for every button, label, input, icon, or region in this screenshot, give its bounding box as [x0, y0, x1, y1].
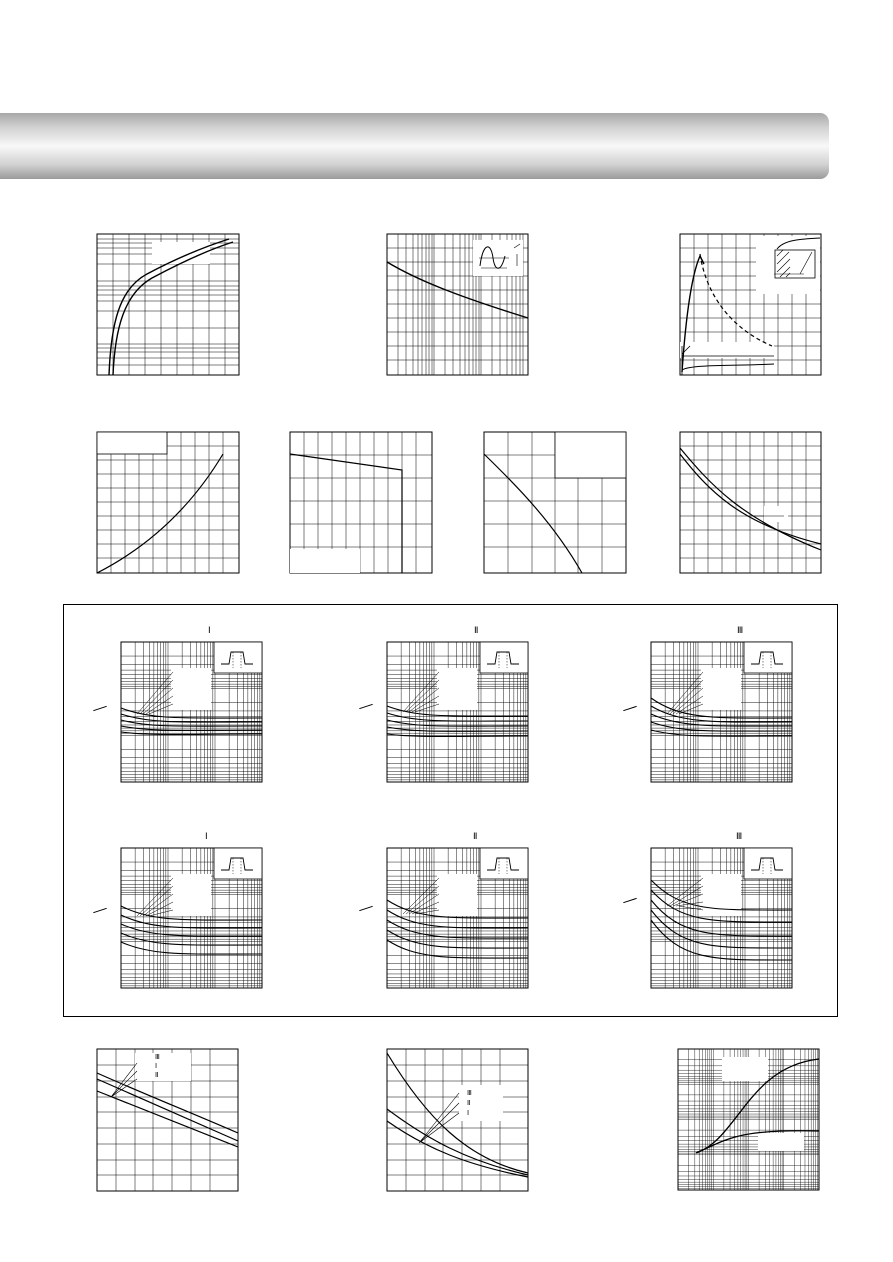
graph-12: [387, 848, 528, 988]
graph-16: [678, 1049, 819, 1190]
graph-14: [97, 1049, 238, 1191]
graph-9: [387, 642, 528, 782]
mode-label-3: Ⅲ: [737, 625, 744, 635]
graph-8: [121, 642, 262, 782]
graph-3: [680, 234, 821, 375]
graph-10: [651, 642, 792, 782]
graph-6: [484, 432, 626, 573]
legend-15-3: Ⅰ: [467, 1110, 470, 1117]
mode-label-6: Ⅲ: [736, 831, 743, 841]
header-band: [0, 113, 829, 179]
legend-14-2: Ⅰ: [155, 1063, 158, 1070]
mode-label-1: Ⅰ: [208, 625, 211, 635]
graph-4: [97, 432, 239, 573]
graph-1: [97, 234, 239, 375]
graph-13: [651, 848, 792, 988]
legend-14-3: Ⅱ: [155, 1072, 159, 1079]
legend-14-1: Ⅲ: [155, 1054, 160, 1061]
graph-2: [387, 234, 528, 375]
graph-11: [121, 848, 262, 988]
graph-15: [387, 1049, 528, 1191]
graph-5: [290, 432, 432, 573]
mode-label-4: Ⅰ: [205, 831, 208, 841]
legend-15-2: Ⅱ: [467, 1100, 471, 1107]
legend-15-1: Ⅲ: [467, 1090, 472, 1097]
mode-label-2: Ⅱ: [474, 625, 479, 635]
mode-label-5: Ⅱ: [473, 831, 478, 841]
graph-7: [680, 432, 821, 573]
